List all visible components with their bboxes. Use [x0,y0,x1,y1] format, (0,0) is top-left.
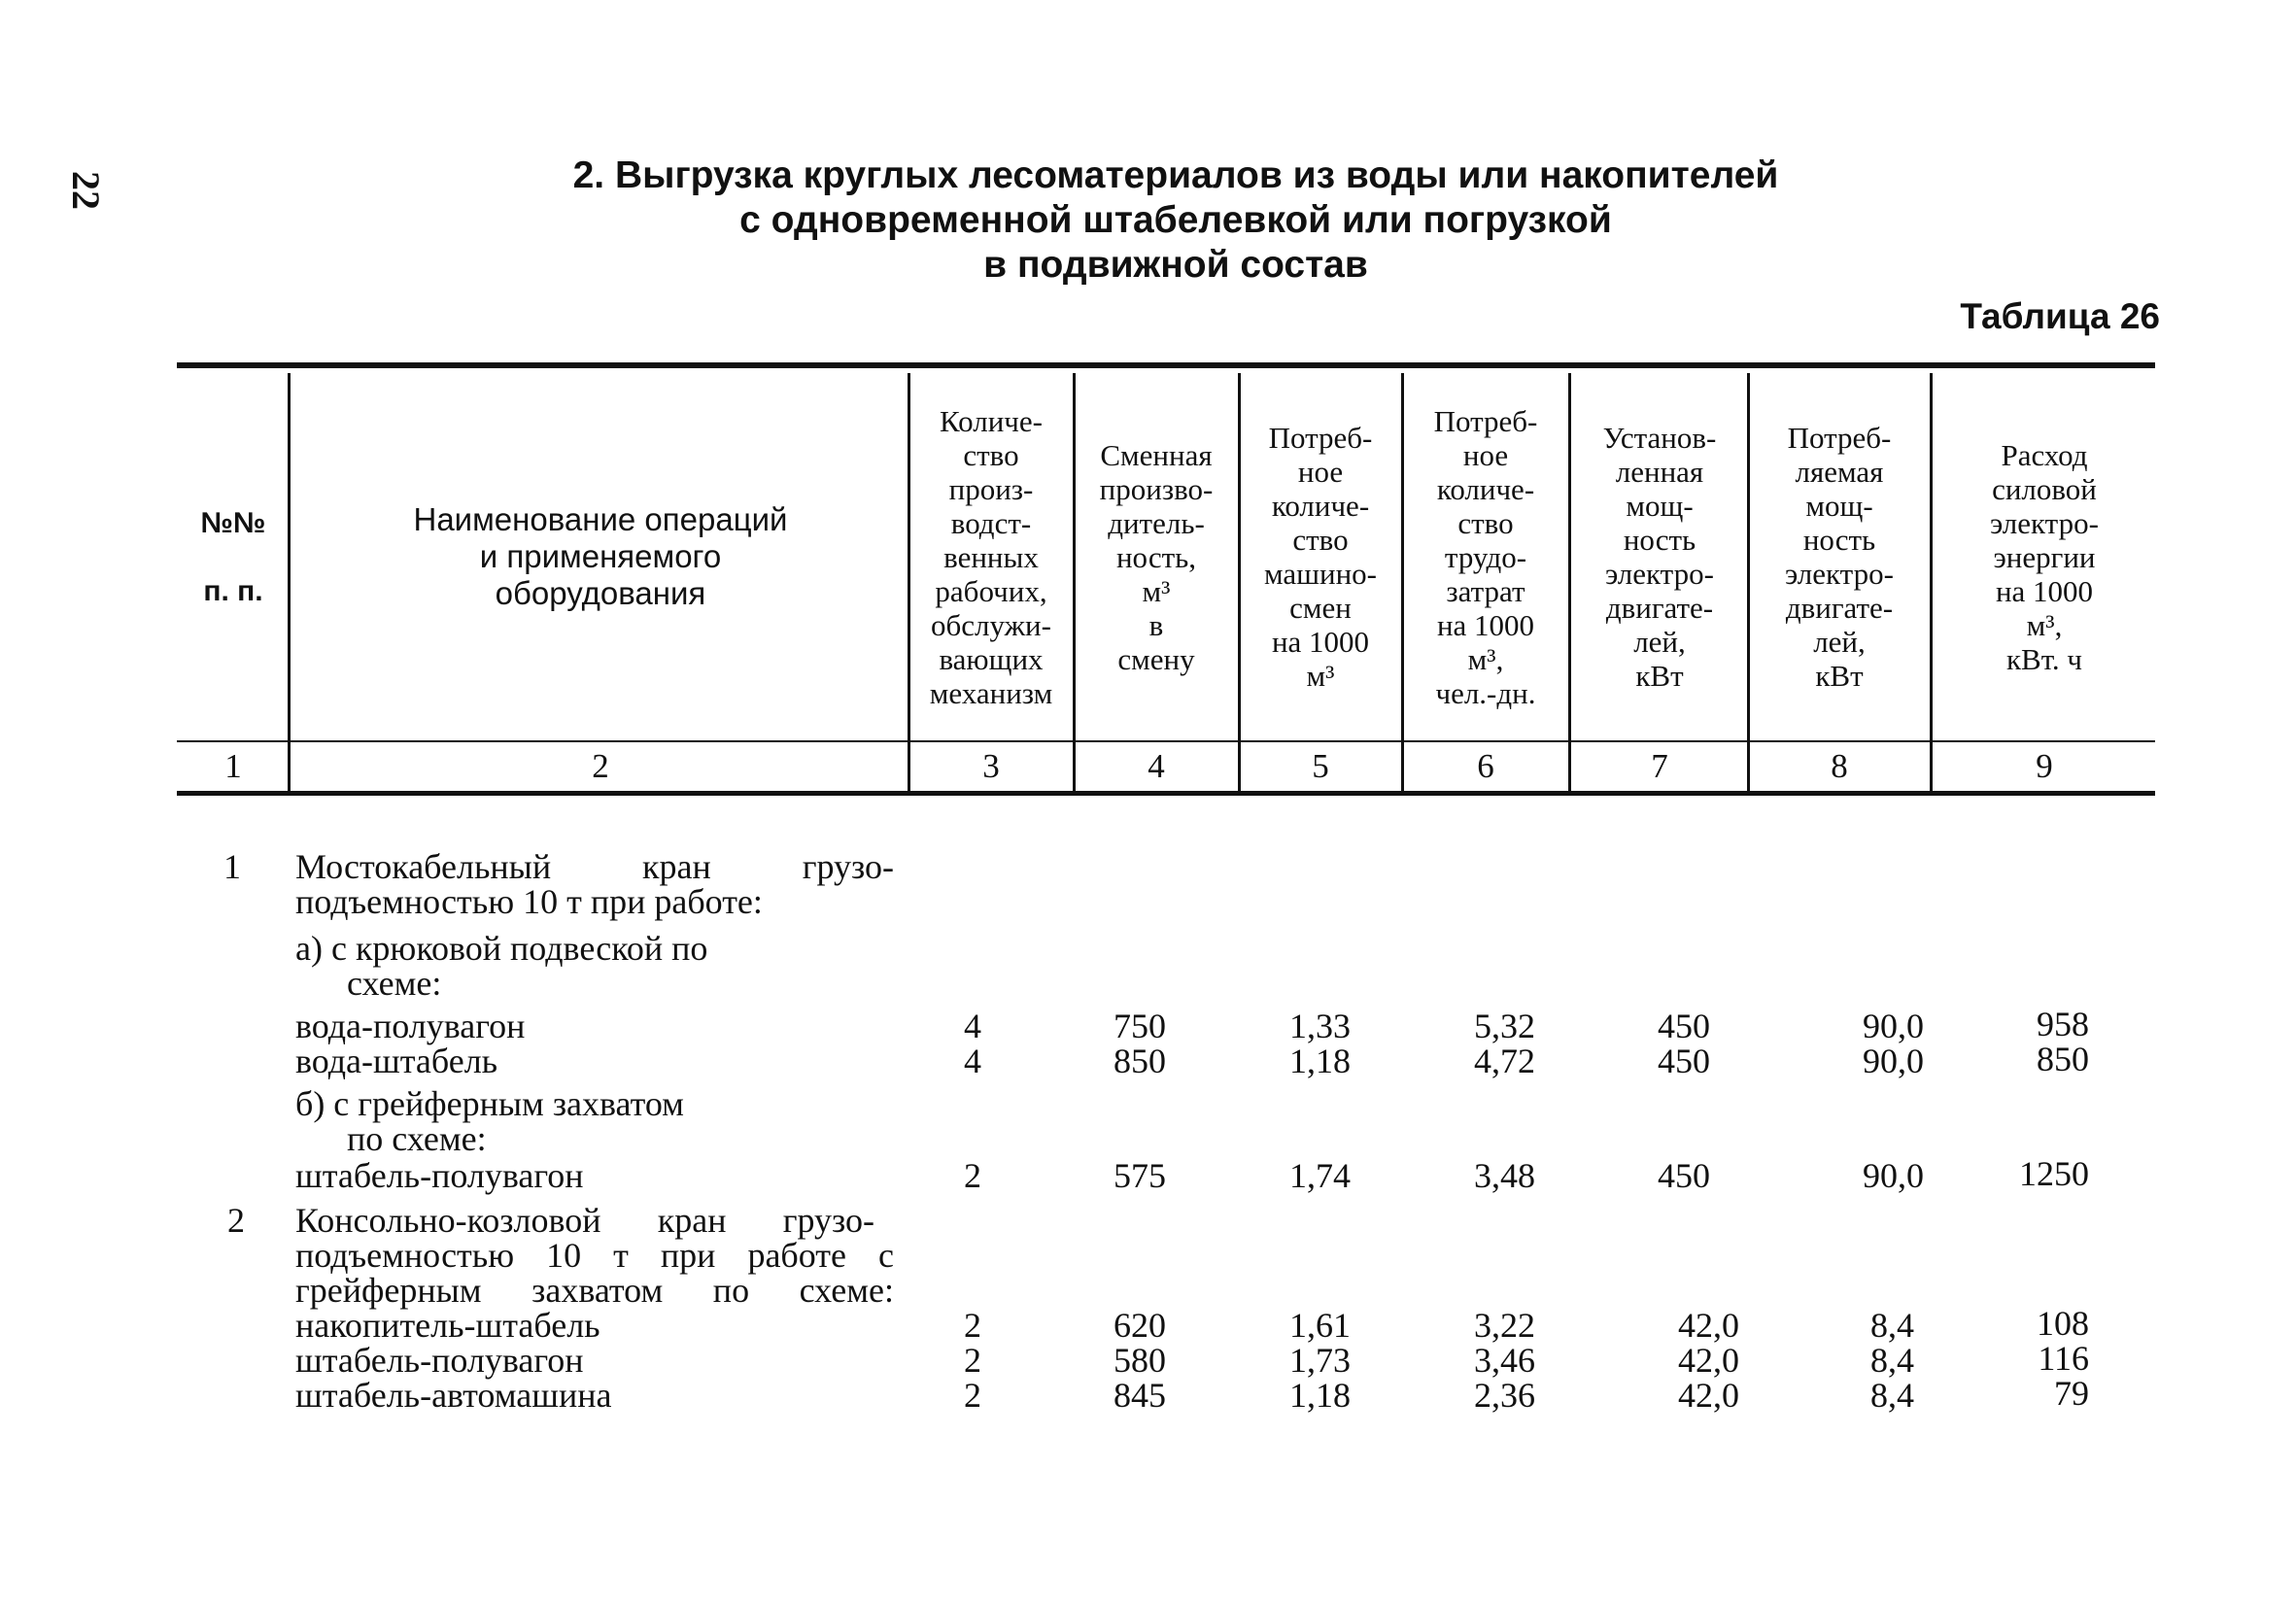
row-3-c3: 2 [964,1156,981,1195]
header-divider-3 [1073,373,1076,791]
row-1-c9: 958 [2037,1005,2089,1043]
section-1-sub-a-line-2: схеме: [347,964,442,1003]
colnum-2: 2 [592,747,609,785]
row-5-c5: 1,73 [1289,1341,1351,1380]
header-col-5: Потреб- ное количе- ство машино- смен на 1000 м³ [1263,421,1378,693]
header-divider-5 [1401,373,1404,791]
colnum-4: 4 [1148,747,1165,785]
row-2-c8: 90,0 [1863,1042,1924,1080]
row-5-c3: 2 [964,1341,981,1380]
row-3-c7: 450 [1658,1156,1710,1195]
table-top-rule [177,362,2155,368]
row-3-name: штабель-полувагон [295,1156,584,1195]
section-1-title-line-2: подъемностью 10 т при работе: [295,882,763,921]
colnum-6: 6 [1477,747,1494,785]
row-1-c8: 90,0 [1863,1007,1924,1045]
page-title [447,154,1904,288]
colnum-3: 3 [982,747,1000,785]
row-6-c8: 8,4 [1870,1376,1914,1415]
row-5-name: штабель-полувагон [295,1341,584,1380]
row-5-c8: 8,4 [1870,1341,1914,1380]
row-5-c7: 42,0 [1678,1341,1739,1380]
row-1-c4: 750 [1114,1007,1166,1045]
row-5-c9: 116 [2038,1339,2089,1378]
colnum-9: 9 [2036,747,2053,785]
row-3-c5: 1,74 [1289,1156,1351,1195]
row-2-c9: 850 [2037,1040,2089,1078]
row-2-name: вода-штабель [295,1042,498,1080]
header-col-1: №№ п. п. [200,506,266,607]
row-5-c6: 3,46 [1474,1341,1535,1380]
row-4-c6: 3,22 [1474,1306,1535,1345]
row-2-c7: 450 [1658,1042,1710,1080]
colnum-5: 5 [1312,747,1329,785]
row-2-c6: 4,72 [1474,1042,1535,1080]
row-6-c9: 79 [2054,1374,2089,1413]
row-1-c3: 4 [964,1007,981,1045]
row-3-c6: 3,48 [1474,1156,1535,1195]
header-col-4: Сменная произво- дитель- ность, м³ в смену [1099,437,1214,676]
row-2-c3: 4 [964,1042,981,1080]
row-1-name: вода-полувагон [295,1007,526,1045]
title-line-1: 2. Выгрузка круглых лесоматериалов из воды или накопителей [572,154,1779,196]
row-4-c7: 42,0 [1678,1306,1739,1345]
section-2-title-line-1: Консольно-козловой кран грузо- [295,1201,874,1240]
row-4-c8: 8,4 [1870,1306,1914,1345]
row-6-c4: 845 [1114,1376,1166,1415]
header-col-2: Наименование операций и применяемого оборудования [413,501,788,611]
section-2-title-line-2: подъемностью 10 т при работе с [295,1236,894,1275]
header-divider-6 [1568,373,1571,791]
row-4-c4: 620 [1114,1306,1166,1345]
row-3-c4: 575 [1114,1156,1166,1195]
section-1-number: 1 [223,847,241,886]
colnum-8: 8 [1831,747,1848,785]
header-col-7: Установ- ленная мощ- ность электро- двигате- лей, кВт [1602,421,1717,693]
section-2-title-line-3: грейферным захватом по схеме: [295,1271,894,1310]
row-2-c4: 850 [1114,1042,1166,1080]
header-divider-1 [288,373,291,791]
header-bottom-rule [177,740,2155,742]
row-4-c5: 1,61 [1289,1306,1351,1345]
row-1-c7: 450 [1658,1007,1710,1045]
title-line-2: с одновременной штабелевкой или погрузкой [739,199,1612,241]
colnum-7: 7 [1651,747,1668,785]
row-1-c6: 5,32 [1474,1007,1535,1045]
header-divider-2 [908,373,910,791]
row-3-c9: 1250 [2019,1154,2089,1193]
section-1-title-line-1: Мостокабельный кран грузо- [295,847,894,886]
section-1-sub-b-line-2: по схеме: [347,1119,487,1158]
header-col-6: Потреб- ное количе- ство трудо- затрат на 1000 м³, чел.-дн. [1433,403,1538,710]
header-col-3: Количе- ство произ- водст- венных рабочих, обслужи- вающих механизм [929,403,1053,710]
section-1-sub-a-line-1: а) с крюковой подвеской по [295,929,708,968]
header-divider-8 [1930,373,1933,791]
table-header-end-rule [177,791,2155,796]
row-4-name: накопитель-штабель [295,1306,600,1345]
colnum-1: 1 [224,747,242,785]
title-line-3: в подвижной состав [983,244,1368,286]
section-2-number: 2 [227,1201,245,1240]
row-6-c5: 1,18 [1289,1376,1351,1415]
page-number: 22 [64,171,108,210]
row-4-c9: 108 [2037,1304,2089,1343]
row-3-c8: 90,0 [1863,1156,1924,1195]
row-1-c5: 1,33 [1289,1007,1351,1045]
row-6-c6: 2,36 [1474,1376,1535,1415]
row-6-c3: 2 [964,1376,981,1415]
header-divider-4 [1238,373,1241,791]
row-2-c5: 1,18 [1289,1042,1351,1080]
row-4-c3: 2 [964,1306,981,1345]
table-label: Таблица 26 [1960,296,2160,336]
header-col-9: Расход силовой электро- энергии на 1000 м³, кВт. ч [1990,437,2099,676]
header-divider-7 [1747,373,1750,791]
row-6-name: штабель-автомашина [295,1376,612,1415]
row-6-c7: 42,0 [1678,1376,1739,1415]
section-1-sub-b-line-1: б) с грейферным захватом [295,1084,684,1123]
header-col-8: Потреб- ляемая мощ- ность электро- двигате- лей, кВт [1785,421,1894,693]
row-5-c4: 580 [1114,1341,1166,1380]
